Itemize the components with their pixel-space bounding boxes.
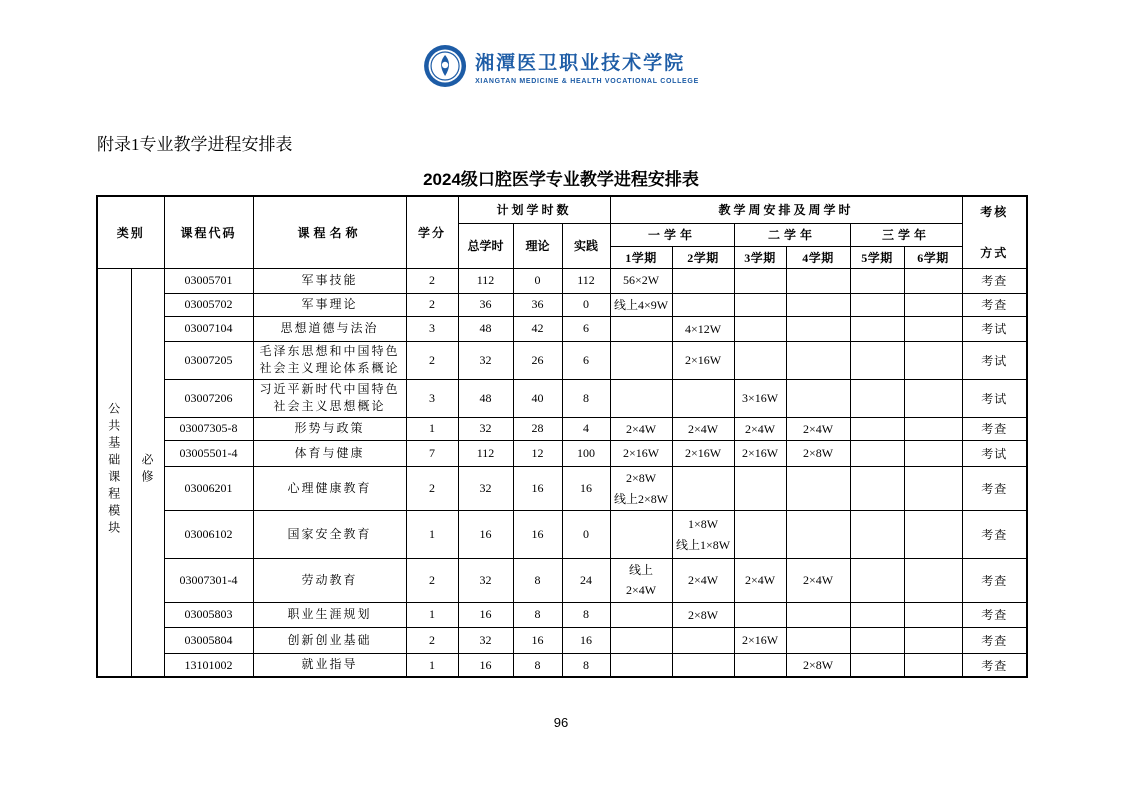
semester-4-cell: 2×4W bbox=[786, 559, 850, 603]
credits-cell: 2 bbox=[406, 627, 458, 653]
assessment-cell: 考查 bbox=[962, 268, 1027, 293]
header-planned-hours: 计划学时数 bbox=[458, 196, 610, 223]
semester-2-cell bbox=[672, 653, 734, 677]
semester-2-cell: 2×16W bbox=[672, 441, 734, 467]
total-hours-cell: 32 bbox=[458, 341, 513, 379]
course-name-cell: 职业生涯规划 bbox=[253, 602, 406, 627]
table-row bbox=[97, 441, 1027, 467]
course-code-cell: 03007301-4 bbox=[164, 559, 253, 603]
semester-3-cell: 2×16W bbox=[734, 441, 786, 467]
semester-4-cell bbox=[786, 379, 850, 417]
header-assessment bbox=[962, 196, 1027, 268]
semester-2-cell bbox=[672, 293, 734, 316]
semester-6-cell bbox=[904, 268, 962, 293]
header-sem4: 4学期 bbox=[786, 246, 850, 268]
semester-2-cell bbox=[672, 379, 734, 417]
semester-6-cell bbox=[904, 441, 962, 467]
course-name-cell: 毛泽东思想和中国特色社会主义理论体系概论 bbox=[253, 341, 406, 379]
semester-4-cell bbox=[786, 268, 850, 293]
practice-hours-cell: 0 bbox=[562, 293, 610, 316]
course-code-cell: 03007305-8 bbox=[164, 417, 253, 440]
course-code-cell: 03005702 bbox=[164, 293, 253, 316]
practice-hours-cell: 16 bbox=[562, 627, 610, 653]
total-hours-cell: 32 bbox=[458, 559, 513, 603]
practice-hours-cell: 6 bbox=[562, 341, 610, 379]
practice-hours-cell: 8 bbox=[562, 602, 610, 627]
theory-hours-cell: 8 bbox=[513, 602, 562, 627]
theory-hours-cell: 28 bbox=[513, 417, 562, 440]
course-name-cell: 形势与政策 bbox=[253, 417, 406, 440]
semester-5-cell bbox=[850, 602, 904, 627]
theory-hours-cell: 26 bbox=[513, 341, 562, 379]
course-schedule-table bbox=[96, 195, 1028, 678]
course-table-body bbox=[97, 268, 1027, 677]
course-name-cell: 劳动教育 bbox=[253, 559, 406, 603]
course-code-cell: 03006102 bbox=[164, 511, 253, 559]
theory-hours-cell: 8 bbox=[513, 653, 562, 677]
semester-4-cell: 2×8W bbox=[786, 441, 850, 467]
header-practice: 实践 bbox=[562, 223, 610, 268]
appendix-heading: 附录1专业教学进程安排表 bbox=[97, 135, 293, 154]
course-name-cell: 心理健康教育 bbox=[253, 467, 406, 511]
semester-4-cell bbox=[786, 511, 850, 559]
college-name-en: XIANGTAN MEDICINE & HEALTH VOCATIONAL COLLEGE bbox=[475, 77, 699, 85]
semester-1-cell bbox=[610, 341, 672, 379]
subcategory-vertical-text: 必修 bbox=[140, 453, 154, 488]
course-code-cell: 03007205 bbox=[164, 341, 253, 379]
practice-hours-cell: 8 bbox=[562, 653, 610, 677]
course-name-cell: 创新创业基础 bbox=[253, 627, 406, 653]
assessment-cell: 考查 bbox=[962, 559, 1027, 603]
semester-6-cell bbox=[904, 379, 962, 417]
category-label bbox=[97, 268, 131, 677]
header-teaching-weeks: 教学周安排及周学时 bbox=[610, 196, 962, 223]
semester-6-cell bbox=[904, 341, 962, 379]
semester-4-cell bbox=[786, 341, 850, 379]
semester-6-cell bbox=[904, 627, 962, 653]
course-code-cell: 03005501-4 bbox=[164, 441, 253, 467]
semester-3-cell: 3×16W bbox=[734, 379, 786, 417]
semester-5-cell bbox=[850, 627, 904, 653]
total-hours-cell: 32 bbox=[458, 627, 513, 653]
semester-6-cell bbox=[904, 417, 962, 440]
semester-4-cell: 2×8W bbox=[786, 653, 850, 677]
total-hours-cell: 16 bbox=[458, 511, 513, 559]
table-row bbox=[97, 559, 1027, 603]
semester-4-cell bbox=[786, 627, 850, 653]
course-code-cell: 03005701 bbox=[164, 268, 253, 293]
semester-5-cell bbox=[850, 293, 904, 316]
semester-5-cell bbox=[850, 268, 904, 293]
credits-cell: 2 bbox=[406, 559, 458, 603]
total-hours-cell: 112 bbox=[458, 268, 513, 293]
credits-cell: 2 bbox=[406, 467, 458, 511]
semester-6-cell bbox=[904, 467, 962, 511]
semester-3-cell bbox=[734, 341, 786, 379]
assessment-cell: 考查 bbox=[962, 511, 1027, 559]
semester-5-cell bbox=[850, 379, 904, 417]
course-name-cell: 军事理论 bbox=[253, 293, 406, 316]
table-row bbox=[97, 653, 1027, 677]
semester-1-cell bbox=[610, 379, 672, 417]
table-row bbox=[97, 511, 1027, 559]
semester-4-cell bbox=[786, 467, 850, 511]
table-row bbox=[97, 268, 1027, 293]
header-theory: 理论 bbox=[513, 223, 562, 268]
semester-5-cell bbox=[850, 341, 904, 379]
table-row bbox=[97, 417, 1027, 440]
semester-2-cell: 2×8W bbox=[672, 602, 734, 627]
header-sem1: 1学期 bbox=[610, 246, 672, 268]
total-hours-cell: 36 bbox=[458, 293, 513, 316]
semester-5-cell bbox=[850, 417, 904, 440]
semester-3-cell: 2×4W bbox=[734, 559, 786, 603]
college-name-zh: 湘潭医卫职业技术学院 bbox=[475, 52, 686, 74]
practice-hours-cell: 24 bbox=[562, 559, 610, 603]
course-name-cell: 军事技能 bbox=[253, 268, 406, 293]
semester-2-cell: 4×12W bbox=[672, 316, 734, 341]
semester-2-cell: 2×16W bbox=[672, 341, 734, 379]
header-sem5: 5学期 bbox=[850, 246, 904, 268]
table-row bbox=[97, 379, 1027, 417]
course-code-cell: 13101002 bbox=[164, 653, 253, 677]
semester-3-cell bbox=[734, 467, 786, 511]
header-year3: 三学年 bbox=[850, 223, 962, 246]
semester-2-cell: 2×4W bbox=[672, 559, 734, 603]
header-year1: 一学年 bbox=[610, 223, 734, 246]
semester-2-cell bbox=[672, 627, 734, 653]
semester-6-cell bbox=[904, 511, 962, 559]
semester-6-cell bbox=[904, 602, 962, 627]
practice-hours-cell: 4 bbox=[562, 417, 610, 440]
college-name-block bbox=[475, 48, 699, 85]
header-assessment-line2: 方式 bbox=[980, 246, 1009, 261]
practice-hours-cell: 0 bbox=[562, 511, 610, 559]
semester-3-cell bbox=[734, 316, 786, 341]
table-row bbox=[97, 341, 1027, 379]
subcategory-label bbox=[131, 268, 164, 677]
header-course-name: 课程名称 bbox=[253, 196, 406, 268]
table-row bbox=[97, 627, 1027, 653]
semester-5-cell bbox=[850, 559, 904, 603]
semester-3-cell bbox=[734, 511, 786, 559]
semester-1-cell: 2×8W 线上2×8W bbox=[610, 467, 672, 511]
semester-2-cell: 2×4W bbox=[672, 417, 734, 440]
semester-5-cell bbox=[850, 511, 904, 559]
assessment-cell: 考试 bbox=[962, 316, 1027, 341]
total-hours-cell: 48 bbox=[458, 379, 513, 417]
credits-cell: 2 bbox=[406, 293, 458, 316]
header-row-1 bbox=[97, 196, 1027, 223]
semester-3-cell bbox=[734, 602, 786, 627]
total-hours-cell: 48 bbox=[458, 316, 513, 341]
semester-1-cell bbox=[610, 653, 672, 677]
semester-1-cell: 2×4W bbox=[610, 417, 672, 440]
course-code-cell: 03005803 bbox=[164, 602, 253, 627]
course-name-cell: 体育与健康 bbox=[253, 441, 406, 467]
semester-1-cell bbox=[610, 627, 672, 653]
semester-3-cell bbox=[734, 653, 786, 677]
header-assessment-text bbox=[965, 203, 1025, 261]
table-row bbox=[97, 293, 1027, 316]
assessment-cell: 考查 bbox=[962, 293, 1027, 316]
semester-5-cell bbox=[850, 316, 904, 341]
semester-4-cell: 2×4W bbox=[786, 417, 850, 440]
semester-1-cell bbox=[610, 602, 672, 627]
semester-3-cell bbox=[734, 268, 786, 293]
semester-1-cell: 线上4×9W bbox=[610, 293, 672, 316]
semester-4-cell bbox=[786, 602, 850, 627]
total-hours-cell: 16 bbox=[458, 653, 513, 677]
semester-1-cell bbox=[610, 316, 672, 341]
table-row bbox=[97, 316, 1027, 341]
semester-6-cell bbox=[904, 559, 962, 603]
practice-hours-cell: 6 bbox=[562, 316, 610, 341]
credits-cell: 1 bbox=[406, 653, 458, 677]
total-hours-cell: 32 bbox=[458, 467, 513, 511]
semester-3-cell: 2×4W bbox=[734, 417, 786, 440]
semester-2-cell bbox=[672, 467, 734, 511]
semester-1-cell: 56×2W bbox=[610, 268, 672, 293]
practice-hours-cell: 112 bbox=[562, 268, 610, 293]
course-name-cell: 国家安全教育 bbox=[253, 511, 406, 559]
assessment-cell: 考查 bbox=[962, 602, 1027, 627]
semester-2-cell bbox=[672, 268, 734, 293]
semester-6-cell bbox=[904, 293, 962, 316]
header-sem2: 2学期 bbox=[672, 246, 734, 268]
credits-cell: 1 bbox=[406, 602, 458, 627]
semester-1-cell bbox=[610, 511, 672, 559]
header-year2: 二学年 bbox=[734, 223, 850, 246]
assessment-cell: 考查 bbox=[962, 627, 1027, 653]
credits-cell: 2 bbox=[406, 341, 458, 379]
header-sem3: 3学期 bbox=[734, 246, 786, 268]
course-name-cell: 就业指导 bbox=[253, 653, 406, 677]
semester-5-cell bbox=[850, 653, 904, 677]
course-code-cell: 03005804 bbox=[164, 627, 253, 653]
total-hours-cell: 16 bbox=[458, 602, 513, 627]
semester-4-cell bbox=[786, 316, 850, 341]
semester-4-cell bbox=[786, 293, 850, 316]
theory-hours-cell: 0 bbox=[513, 268, 562, 293]
table-title: 2024级口腔医学专业教学进程安排表 bbox=[423, 170, 699, 189]
assessment-cell: 考试 bbox=[962, 379, 1027, 417]
header-sem6: 6学期 bbox=[904, 246, 962, 268]
assessment-cell: 考查 bbox=[962, 467, 1027, 511]
header-total-hours: 总学时 bbox=[458, 223, 513, 268]
theory-hours-cell: 42 bbox=[513, 316, 562, 341]
course-code-cell: 03006201 bbox=[164, 467, 253, 511]
table-row bbox=[97, 602, 1027, 627]
practice-hours-cell: 16 bbox=[562, 467, 610, 511]
header-credits: 学分 bbox=[406, 196, 458, 268]
theory-hours-cell: 16 bbox=[513, 627, 562, 653]
theory-hours-cell: 16 bbox=[513, 467, 562, 511]
credits-cell: 3 bbox=[406, 379, 458, 417]
total-hours-cell: 32 bbox=[458, 417, 513, 440]
category-vertical-text: 公共基础课程模块 bbox=[106, 402, 121, 539]
semester-3-cell bbox=[734, 293, 786, 316]
assessment-cell: 考试 bbox=[962, 441, 1027, 467]
assessment-cell: 考查 bbox=[962, 417, 1027, 440]
course-code-cell: 03007206 bbox=[164, 379, 253, 417]
assessment-cell: 考查 bbox=[962, 653, 1027, 677]
course-code-cell: 03007104 bbox=[164, 316, 253, 341]
theory-hours-cell: 36 bbox=[513, 293, 562, 316]
practice-hours-cell: 100 bbox=[562, 441, 610, 467]
table-row bbox=[97, 467, 1027, 511]
semester-1-cell: 2×16W bbox=[610, 441, 672, 467]
header-course-code: 课程代码 bbox=[164, 196, 253, 268]
practice-hours-cell: 8 bbox=[562, 379, 610, 417]
credits-cell: 2 bbox=[406, 268, 458, 293]
semester-5-cell bbox=[850, 467, 904, 511]
page-number: 96 bbox=[553, 715, 569, 730]
header-assessment-line1: 考核 bbox=[980, 205, 1009, 220]
semester-1-cell: 线上 2×4W bbox=[610, 559, 672, 603]
theory-hours-cell: 12 bbox=[513, 441, 562, 467]
semester-2-cell: 1×8W 线上1×8W bbox=[672, 511, 734, 559]
semester-6-cell bbox=[904, 653, 962, 677]
credits-cell: 3 bbox=[406, 316, 458, 341]
credits-cell: 7 bbox=[406, 441, 458, 467]
theory-hours-cell: 40 bbox=[513, 379, 562, 417]
college-logo-icon bbox=[423, 44, 467, 88]
credits-cell: 1 bbox=[406, 511, 458, 559]
theory-hours-cell: 8 bbox=[513, 559, 562, 603]
semester-3-cell: 2×16W bbox=[734, 627, 786, 653]
total-hours-cell: 112 bbox=[458, 441, 513, 467]
credits-cell: 1 bbox=[406, 417, 458, 440]
assessment-cell: 考试 bbox=[962, 341, 1027, 379]
theory-hours-cell: 16 bbox=[513, 511, 562, 559]
header-category: 类别 bbox=[97, 196, 164, 268]
semester-5-cell bbox=[850, 441, 904, 467]
course-name-cell: 思想道德与法治 bbox=[253, 316, 406, 341]
course-name-cell: 习近平新时代中国特色社会主义思想概论 bbox=[253, 379, 406, 417]
semester-6-cell bbox=[904, 316, 962, 341]
college-header bbox=[423, 44, 699, 88]
